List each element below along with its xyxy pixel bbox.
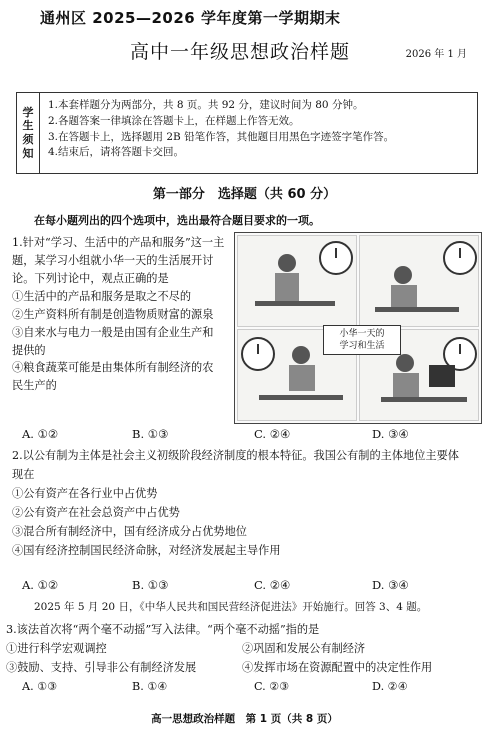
q3-option-a[interactable]: A. ①③ bbox=[22, 680, 58, 694]
q2-line: 现在 bbox=[12, 468, 35, 482]
notice-side-char: 知 bbox=[22, 146, 34, 160]
q2-line: ③混合所有制经济中，国有经济成分占优势地位 bbox=[12, 525, 247, 539]
q1-line: ③自来水与电力一般是由国有企业生产和 bbox=[12, 325, 214, 339]
q1-options bbox=[22, 427, 462, 443]
q3-option-b[interactable]: B. ①④ bbox=[132, 680, 168, 694]
callout-line: 学习和生活 bbox=[339, 341, 385, 352]
q3-q4-context: 2025 年 5 月 20 日，《中华人民共和国民营经济促进法》开始施行。回答 3、4 题。 bbox=[34, 601, 428, 613]
q1-option-c[interactable]: C. ②④ bbox=[254, 427, 291, 441]
notice-side-char: 学 bbox=[22, 105, 34, 119]
notice-item: 3.在答题卡上，选择题用 2B 铅笔作答，其他题目用黑色字迹签字笔作答。 bbox=[48, 130, 395, 143]
notice-side-char: 须 bbox=[22, 133, 34, 146]
illustration-callout bbox=[323, 325, 401, 355]
q1-line: ④粮食蔬菜可能是由集体所有制经济的农 bbox=[12, 361, 214, 375]
daily-life-illustration bbox=[234, 232, 482, 424]
q1-line: 民生产的 bbox=[12, 379, 57, 393]
q3-option-d[interactable]: D. ②④ bbox=[372, 680, 408, 694]
q3-statements-row bbox=[6, 658, 478, 677]
notice-item: 2.各题答案一律填涂在答题卡上，在样题上作答无效。 bbox=[48, 114, 300, 127]
q1-option-a[interactable]: A. ①② bbox=[22, 427, 59, 441]
question-3 bbox=[6, 620, 478, 695]
q1-line: 提供的 bbox=[12, 343, 46, 357]
q1-line: 论。下列讨论中，观点正确的是 bbox=[12, 271, 169, 285]
q3-statement: ②巩固和发展公有制经济 bbox=[242, 642, 366, 656]
q3-statement: ①进行科学宏观调控 bbox=[6, 642, 107, 656]
q1-line: ②生产资料所有制是创造物质财富的源泉 bbox=[12, 307, 214, 321]
q2-option-c[interactable]: C. ②④ bbox=[254, 578, 291, 592]
q1-line: 题，某学习小组就小华一天的生活展开讨 bbox=[12, 253, 214, 267]
exam-title-line2: 高中一年级思想政治样题 bbox=[130, 41, 351, 63]
page-footer: 高一思想政治样题 第 1 页（共 8 页） bbox=[151, 713, 338, 725]
question-1 bbox=[12, 234, 234, 395]
q2-options bbox=[22, 578, 462, 594]
q3-statement: ③鼓励、支持、引导非公有制经济发展 bbox=[6, 661, 197, 675]
q3-statements-row bbox=[6, 639, 478, 658]
part1-instruction: 在每小题列出的四个选项中，选出最符合题目要求的一项。 bbox=[34, 214, 320, 227]
q2-option-b[interactable]: B. ①③ bbox=[132, 578, 169, 592]
q1-line: ①生活中的产品和服务是取之不尽的 bbox=[12, 289, 192, 303]
q2-option-a[interactable]: A. ①② bbox=[22, 578, 59, 592]
notice-side-char: 生 bbox=[22, 119, 34, 133]
student-notice-box bbox=[16, 92, 478, 174]
exam-title-line1: 通州区 2025—2026 学年度第一学期期末 bbox=[40, 9, 341, 27]
part1-title: 第一部分 选择题（共 60 分） bbox=[152, 187, 337, 202]
notice-item: 4.结束后，请将答题卡交回。 bbox=[48, 146, 185, 159]
q1-line: 1.针对“学习、生活中的产品和服务”这一主 bbox=[12, 236, 225, 249]
q2-line: ④国有经济控制国民经济命脉，对经济发展起主导作用 bbox=[12, 544, 281, 558]
question-2 bbox=[12, 446, 478, 560]
notice-items bbox=[40, 93, 402, 173]
notice-side-label bbox=[17, 93, 40, 173]
q3-stem: 3.该法首次将“两个毫不动摇”写入法律。“两个毫不动摇”指的是 bbox=[6, 623, 320, 636]
q3-statement: ④发挥市场在资源配置中的决定性作用 bbox=[242, 661, 433, 675]
q2-option-d[interactable]: D. ③④ bbox=[372, 578, 409, 592]
q1-option-d[interactable]: D. ③④ bbox=[372, 427, 409, 441]
exam-date: 2026 年 1 月 bbox=[405, 49, 467, 60]
q2-line: ②公有资产在社会总资产中占优势 bbox=[12, 506, 180, 520]
q1-option-b[interactable]: B. ①③ bbox=[132, 427, 169, 441]
notice-item: 1.本套样题分为两部分，共 8 页。共 92 分，建议时间为 80 分钟。 bbox=[48, 99, 364, 111]
callout-line: 小华一天的 bbox=[339, 329, 385, 339]
q2-line: 2.以公有制为主体是社会主义初级阶段经济制度的根本特征。我国公有制的主体地位主要体 bbox=[12, 449, 459, 462]
q2-line: ①公有资产在各行业中占优势 bbox=[12, 487, 158, 501]
q3-options bbox=[22, 677, 478, 695]
q3-option-c[interactable]: C. ②③ bbox=[254, 680, 290, 694]
